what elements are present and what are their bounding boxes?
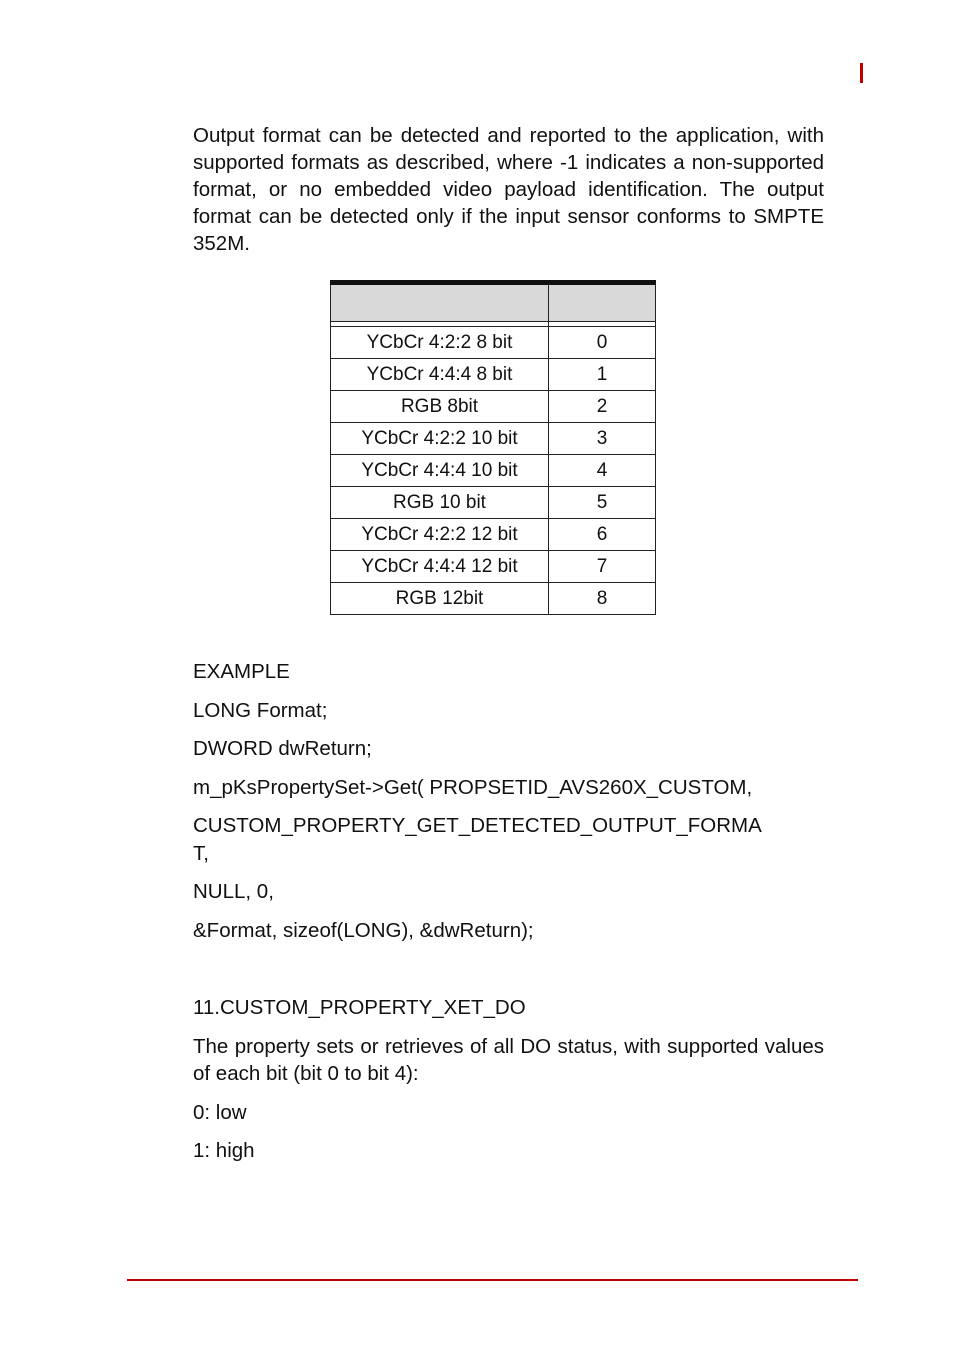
format-value: 6 [549,519,656,551]
footer-rule [127,1279,858,1281]
table-header-row [331,283,656,322]
format-name: RGB 12bit [331,583,549,615]
format-value: 7 [549,551,656,583]
section-description: The property sets or retrieves of all DO status, with supported values of each bit (bit 0 to bit 4): [193,1035,824,1085]
format-value: 2 [549,391,656,423]
section-title: CUSTOM_PROPERTY_XET_DO [219,996,526,1019]
format-value: 4 [549,455,656,487]
output-format-table [330,280,656,615]
code-line: DWORD dwReturn; [193,737,372,760]
format-value: 5 [549,487,656,519]
table-header-format [331,283,549,322]
format-value: 8 [549,583,656,615]
code-line: m_pKsPropertySet->Get( PROPSETID_AVS260X_CUSTOM, [193,776,753,799]
table-row [331,455,656,487]
table-row [331,391,656,423]
format-name: YCbCr 4:4:4 8 bit [331,359,549,391]
format-name: RGB 8bit [331,391,549,423]
section-description-block [193,1033,824,1087]
code-line: T, [193,842,209,865]
format-value: 0 [549,327,656,359]
value-item: 1: high [193,1139,255,1162]
header-margin-mark [860,63,863,83]
format-value: 3 [549,423,656,455]
example-heading: EXAMPLE [193,660,290,683]
table-row [331,487,656,519]
table-row [331,551,656,583]
code-line: LONG Format; [193,699,328,722]
code-line: &Format, sizeof(LONG), &dwReturn); [193,919,534,942]
format-name: RGB 10 bit [331,487,549,519]
format-name: YCbCr 4:2:2 10 bit [331,423,549,455]
code-line: NULL, 0, [193,880,274,903]
table-header-value [549,283,656,322]
format-name: YCbCr 4:4:4 12 bit [331,551,549,583]
value-item: 0: low [193,1101,247,1124]
format-name: YCbCr 4:2:2 12 bit [331,519,549,551]
table-row [331,583,656,615]
code-line: CUSTOM_PROPERTY_GET_DETECTED_OUTPUT_FORMA [193,814,762,837]
intro-paragraph: Output format can be detected and reported to the application, with supported formats as described, where -1 indicates a non-supported format, or no embedded video payload identification. The output format can be detected only if the input sensor conforms to SMPTE 352M. [193,124,824,255]
table-row [331,359,656,391]
table-row [331,327,656,359]
intro-paragraph-block [193,122,824,257]
format-name: YCbCr 4:2:2 8 bit [331,327,549,359]
table-row [331,423,656,455]
format-name: YCbCr 4:4:4 10 bit [331,455,549,487]
table-row [331,519,656,551]
section-number: 11. [193,996,220,1019]
format-value: 1 [549,359,656,391]
section-heading [193,994,833,1021]
